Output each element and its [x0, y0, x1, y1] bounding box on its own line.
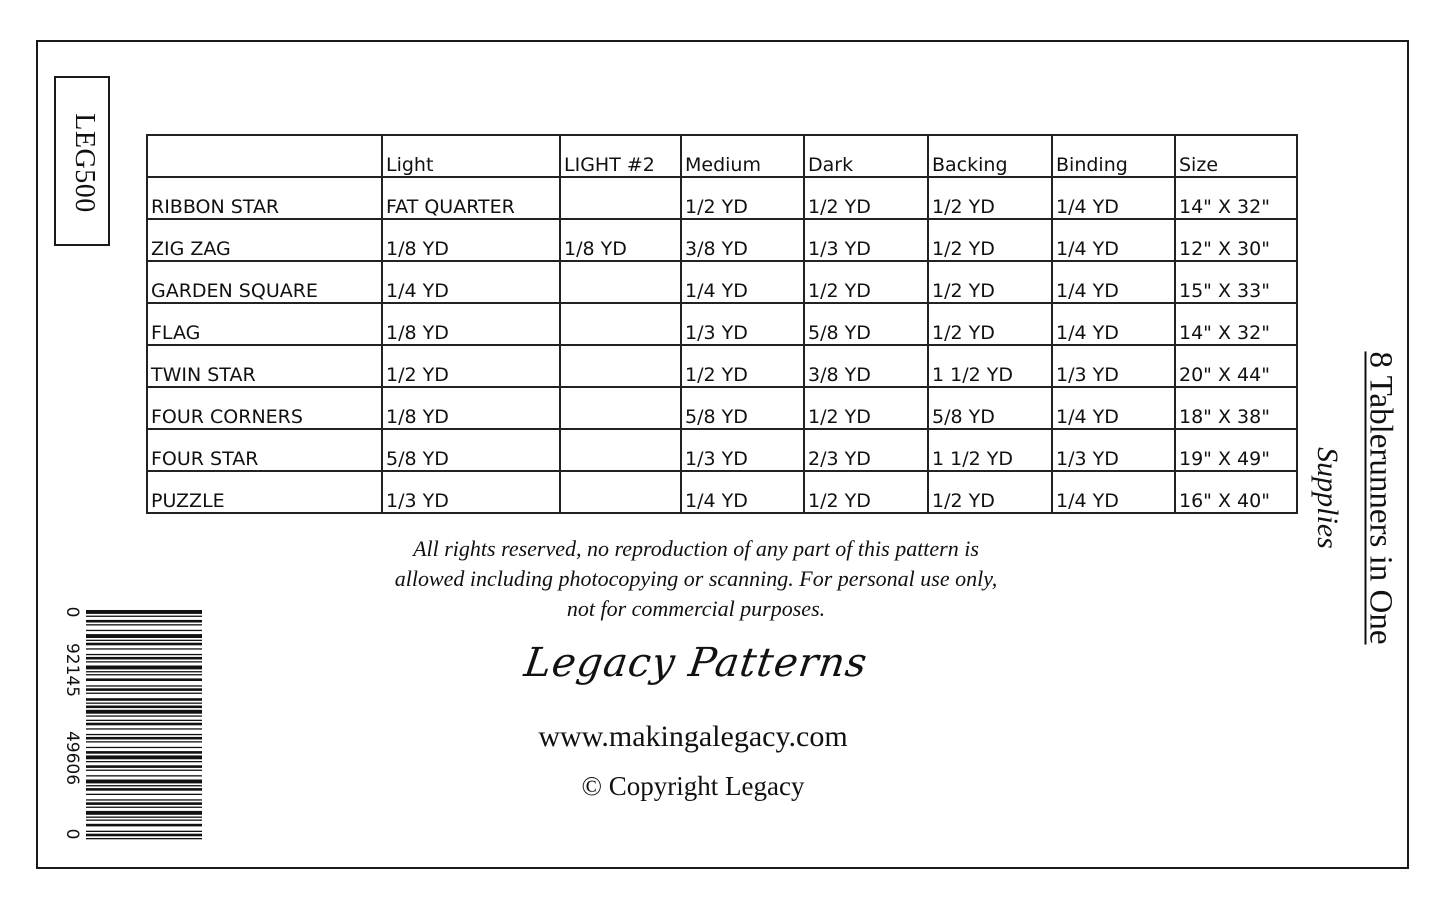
- table-cell: 3/8 YD: [804, 345, 928, 387]
- barcode-bar: [86, 751, 202, 754]
- table-cell: 5/8 YD: [382, 429, 560, 471]
- barcode-bar: [86, 624, 202, 625]
- table-cell: [560, 261, 681, 303]
- barcode-bar: [86, 630, 202, 631]
- table-cell: 1/2 YD: [681, 345, 804, 387]
- barcode-bars: [64, 606, 204, 844]
- table-cell: 18" X 38": [1175, 387, 1297, 429]
- website-url: www.makingalegacy.com: [538, 720, 848, 753]
- barcode-bar: [86, 728, 202, 729]
- barcode-bar: [86, 616, 202, 617]
- table-cell: [560, 429, 681, 471]
- table-row: [147, 261, 1297, 303]
- barcode-bar: [86, 671, 202, 672]
- table-header: [147, 135, 382, 177]
- barcode-bar: [86, 834, 202, 837]
- table-cell: RIBBON STAR: [147, 177, 382, 219]
- table-cell: 2/3 YD: [804, 429, 928, 471]
- barcode-bar: [86, 674, 202, 675]
- table-cell: PUZZLE: [147, 471, 382, 513]
- barcode-bar: [86, 831, 202, 832]
- table-row: [147, 219, 1297, 261]
- table-row: [147, 345, 1297, 387]
- table-cell: [560, 177, 681, 219]
- table-cell: 1/2 YD: [928, 471, 1052, 513]
- table-cell: [560, 471, 681, 513]
- product-code: LEG500: [69, 113, 100, 213]
- barcode-bar: [86, 741, 202, 742]
- barcode-bar: [86, 720, 202, 721]
- barcode-bar: [86, 648, 202, 649]
- table-cell: TWIN STAR: [147, 345, 382, 387]
- table-cell: 1/2 YD: [382, 345, 560, 387]
- table-row: [147, 429, 1297, 471]
- barcode-bar: [86, 698, 202, 701]
- barcode-bar: [86, 715, 202, 716]
- table-cell: 1/2 YD: [681, 177, 804, 219]
- table-cell: 1/4 YD: [1052, 177, 1175, 219]
- barcode-bar: [86, 788, 202, 791]
- barcode-bar: [86, 723, 202, 726]
- barcode-bar: [86, 807, 202, 808]
- table-cell: 1/8 YD: [382, 303, 560, 345]
- supplies-table: [146, 134, 1298, 514]
- table-cell: 1/4 YD: [681, 471, 804, 513]
- barcode-bar: [86, 657, 202, 660]
- barcode-digit: 0: [62, 828, 82, 840]
- table-header: Size: [1175, 135, 1297, 177]
- pattern-card: [36, 40, 1409, 869]
- table-cell: 1/3 YD: [681, 429, 804, 471]
- table-cell: 1/2 YD: [928, 303, 1052, 345]
- barcode-bar: [86, 824, 202, 827]
- table-cell: FOUR STAR: [147, 429, 382, 471]
- table-cell: 1/8 YD: [382, 387, 560, 429]
- barcode-bar: [86, 640, 202, 641]
- barcode-bar: [86, 770, 202, 771]
- barcode-bar: [86, 820, 202, 821]
- table-cell: 1/2 YD: [804, 471, 928, 513]
- barcode-bar: [86, 780, 202, 784]
- table-cell: 1/3 YD: [681, 303, 804, 345]
- table-cell: 16" X 40": [1175, 471, 1297, 513]
- table-row: [147, 177, 1297, 219]
- barcode-bar: [86, 817, 202, 818]
- pattern-title: 8 Tablerunners in One: [1362, 351, 1399, 645]
- barcode-bar: [86, 838, 202, 839]
- legacy-patterns-logo: Legacy Patterns: [521, 640, 871, 686]
- table-cell: 1/4 YD: [1052, 387, 1175, 429]
- table-header-row: [147, 135, 1297, 177]
- copyright-notice: © Copyright Legacy: [581, 771, 805, 801]
- table-cell: 1/4 YD: [681, 261, 804, 303]
- barcode-bar: [86, 666, 202, 670]
- barcode-bar: [86, 755, 202, 759]
- barcode-bar: [86, 761, 202, 762]
- table-cell: 12" X 30": [1175, 219, 1297, 261]
- table-cell: 1/3 YD: [1052, 429, 1175, 471]
- table-cell: 1/2 YD: [928, 177, 1052, 219]
- table-cell: 5/8 YD: [681, 387, 804, 429]
- table-header: Light: [382, 135, 560, 177]
- table-cell: 1/4 YD: [1052, 303, 1175, 345]
- barcode-bar: [86, 678, 202, 681]
- table-cell: 5/8 YD: [804, 303, 928, 345]
- table-header: Medium: [681, 135, 804, 177]
- product-code-box: [54, 76, 110, 246]
- table-cell: 1/2 YD: [804, 177, 928, 219]
- rights-line: allowed including photocopying or scanning. For personal use only,: [394, 566, 998, 591]
- table-cell: 20" X 44": [1175, 345, 1297, 387]
- table-row: [147, 387, 1297, 429]
- table-cell: FAT QUARTER: [382, 177, 560, 219]
- table-cell: 5/8 YD: [928, 387, 1052, 429]
- table-row: [147, 471, 1297, 513]
- barcode-bar: [86, 706, 202, 709]
- table-row: [147, 303, 1297, 345]
- table-cell: 1/3 YD: [1052, 345, 1175, 387]
- table-cell: 1 1/2 YD: [928, 345, 1052, 387]
- barcode-digit: 0: [62, 606, 82, 618]
- pattern-subtitle: Supplies: [1311, 447, 1344, 549]
- barcode-bar: [86, 620, 202, 623]
- table-cell: 14" X 32": [1175, 177, 1297, 219]
- barcode-digit: 49606: [62, 730, 82, 786]
- barcode-bar: [86, 688, 202, 691]
- barcode-bar: [86, 734, 202, 735]
- table-cell: GARDEN SQUARE: [147, 261, 382, 303]
- barcode-bar: [86, 693, 202, 694]
- barcode: [64, 606, 204, 844]
- table-cell: 1/2 YD: [804, 261, 928, 303]
- table-cell: 1/8 YD: [560, 219, 681, 261]
- table-header: Binding: [1052, 135, 1175, 177]
- table-cell: 1/4 YD: [1052, 261, 1175, 303]
- table-cell: 1/4 YD: [1052, 471, 1175, 513]
- table-header: Dark: [804, 135, 928, 177]
- table-header: LIGHT #2: [560, 135, 681, 177]
- barcode-digit: 92145: [62, 642, 82, 698]
- barcode-bar: [86, 802, 202, 805]
- rights-line: not for commercial purposes.: [566, 596, 826, 621]
- barcode-bar: [86, 811, 202, 815]
- table-cell: [560, 345, 681, 387]
- rights-line: All rights reserved, no reproduction of any part of this pattern is: [413, 536, 979, 561]
- rights-notice: [306, 534, 1086, 624]
- barcode-bar: [86, 775, 202, 776]
- table-cell: 19" X 49": [1175, 429, 1297, 471]
- table-cell: [560, 303, 681, 345]
- table-cell: 1/4 YD: [1052, 219, 1175, 261]
- barcode-bar: [86, 794, 202, 795]
- table-header: Backing: [928, 135, 1052, 177]
- table-cell: FOUR CORNERS: [147, 387, 382, 429]
- barcode-bar: [86, 710, 202, 714]
- table-cell: 1 1/2 YD: [928, 429, 1052, 471]
- table-cell: 15" X 33": [1175, 261, 1297, 303]
- table-cell: 3/8 YD: [681, 219, 804, 261]
- barcode-bar: [86, 654, 202, 655]
- barcode-bar: [86, 799, 202, 800]
- barcode-bar: [86, 661, 202, 662]
- barcode-bar: [86, 785, 202, 786]
- table-cell: ZIG ZAG: [147, 219, 382, 261]
- table-cell: 1/2 YD: [804, 387, 928, 429]
- barcode-bar: [86, 747, 202, 748]
- barcode-bar: [86, 703, 202, 704]
- table-cell: 1/2 YD: [928, 261, 1052, 303]
- barcode-bar: [86, 737, 202, 740]
- table-cell: 1/3 YD: [804, 219, 928, 261]
- barcode-bar: [86, 610, 202, 614]
- barcode-bar: [86, 685, 202, 686]
- table-cell: 1/2 YD: [928, 219, 1052, 261]
- barcode-bar: [86, 765, 202, 768]
- table-cell: 1/8 YD: [382, 219, 560, 261]
- table-cell: FLAG: [147, 303, 382, 345]
- barcode-bar: [86, 634, 202, 638]
- table-cell: [560, 387, 681, 429]
- barcode-bar: [86, 643, 202, 646]
- table-cell: 14" X 32": [1175, 303, 1297, 345]
- table-cell: 1/3 YD: [382, 471, 560, 513]
- table-cell: 1/4 YD: [382, 261, 560, 303]
